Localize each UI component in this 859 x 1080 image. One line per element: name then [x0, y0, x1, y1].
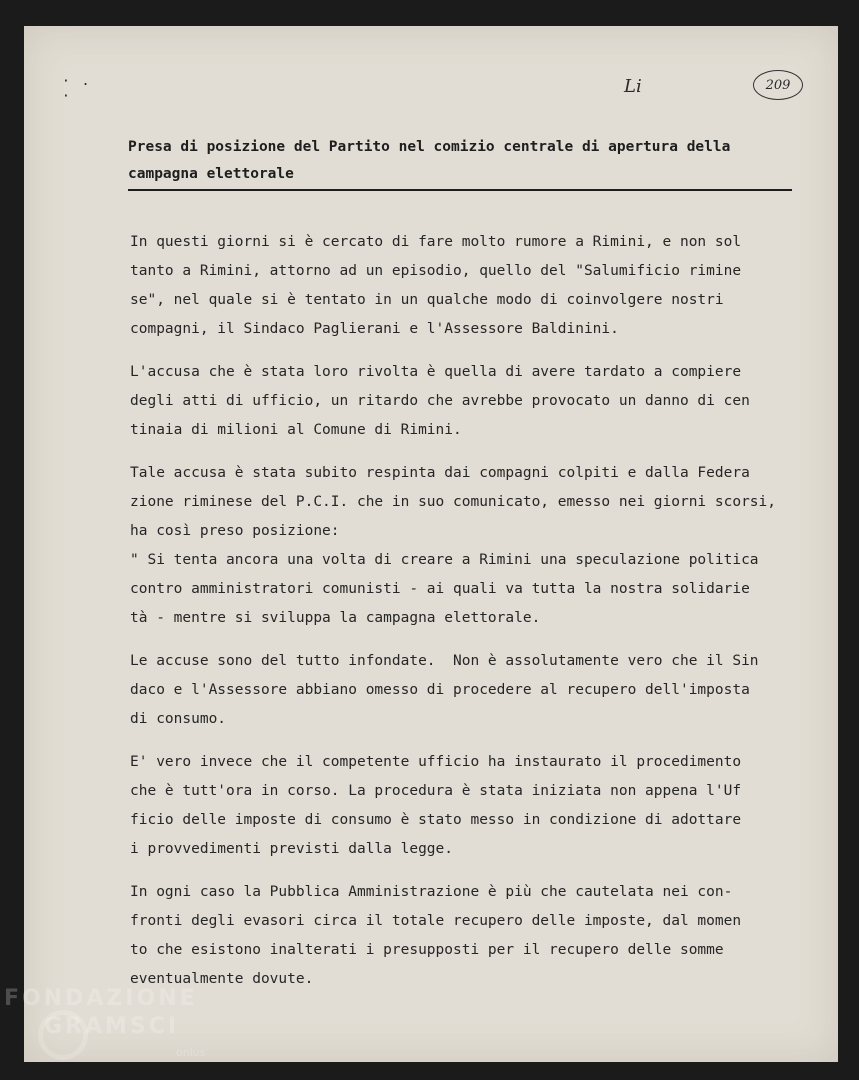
paragraph-4: Le accuse sono del tutto infondate. Non è assolutamente vero che il Sin daco e l'Assessore abbiano omesso di procedere al recupero dell'imposta di consumo.: [130, 653, 759, 727]
handwritten-initial: Li: [624, 76, 642, 97]
paragraph-3: Tale accusa è stata subito respinta dai compagni colpiti e dalla Federa zione riminese del P.C.I. che in suo comunicato, emesso nei giorni scorsi, ha così preso posizione: " Si tenta ancora una volta di creare a Rimini una speculazione politica contro amministratori comunisti - ai quali va tutta la nostra solidarie tà - mentre si sviluppa la campagna elettorale.: [130, 465, 777, 626]
title-line-2: campagna elettorale: [128, 166, 294, 182]
paragraph-5: E' vero invece che il competente ufficio ha instaurato il procedimento che è tutt'ora in corso. La procedura è stata iniziata non appena l'Uf ficio delle imposte di consumo è stato messo in condizione di adottare i provvedimenti previsti dalla legge.: [130, 754, 742, 857]
paragraph-6: In ogni caso la Pubblica Amministrazione è più che cautelata nei con- fronti degli evasori circa il totale recupero delle imposte, dal momen to che esistono inalterati i presupposti per il recupero delle somme eventualmente dovute.: [130, 884, 742, 987]
page-number-stamp: 209: [753, 70, 803, 100]
paragraph-1: In questi giorni si è cercato di fare molto rumore a Rimini, e non sol tanto a Rimini, attorno ad un episodio, quello del "Salumificio rimine se", nel quale si è tentato in un qualche modo di coinvolgere nostri compagni, il Sindaco Paglierani e l'Assessore Baldinini.: [130, 234, 742, 337]
ink-marks: · . ·: [62, 74, 92, 104]
document-title: [128, 134, 798, 188]
title-line-1: Presa di posizione del Partito nel comizio centrale di apertura della: [128, 139, 731, 155]
watermark-line-1: FONDAZIONE: [4, 986, 198, 1011]
fondazione-gramsci-watermark: [4, 986, 206, 1059]
watermark-line-3: onlus: [176, 1046, 206, 1059]
paragraph-2: L'accusa che è stata loro rivolta è quella di avere tardato a compiere degli atti di ufficio, un ritardo che avrebbe provocato un danno di cen tinaia di milioni al Comune di Rimini.: [130, 364, 750, 438]
watermark-line-2: GRAMSCI: [44, 1014, 180, 1039]
document-page: [24, 26, 838, 1062]
document-body: [130, 228, 820, 1008]
title-underline: [128, 189, 792, 191]
